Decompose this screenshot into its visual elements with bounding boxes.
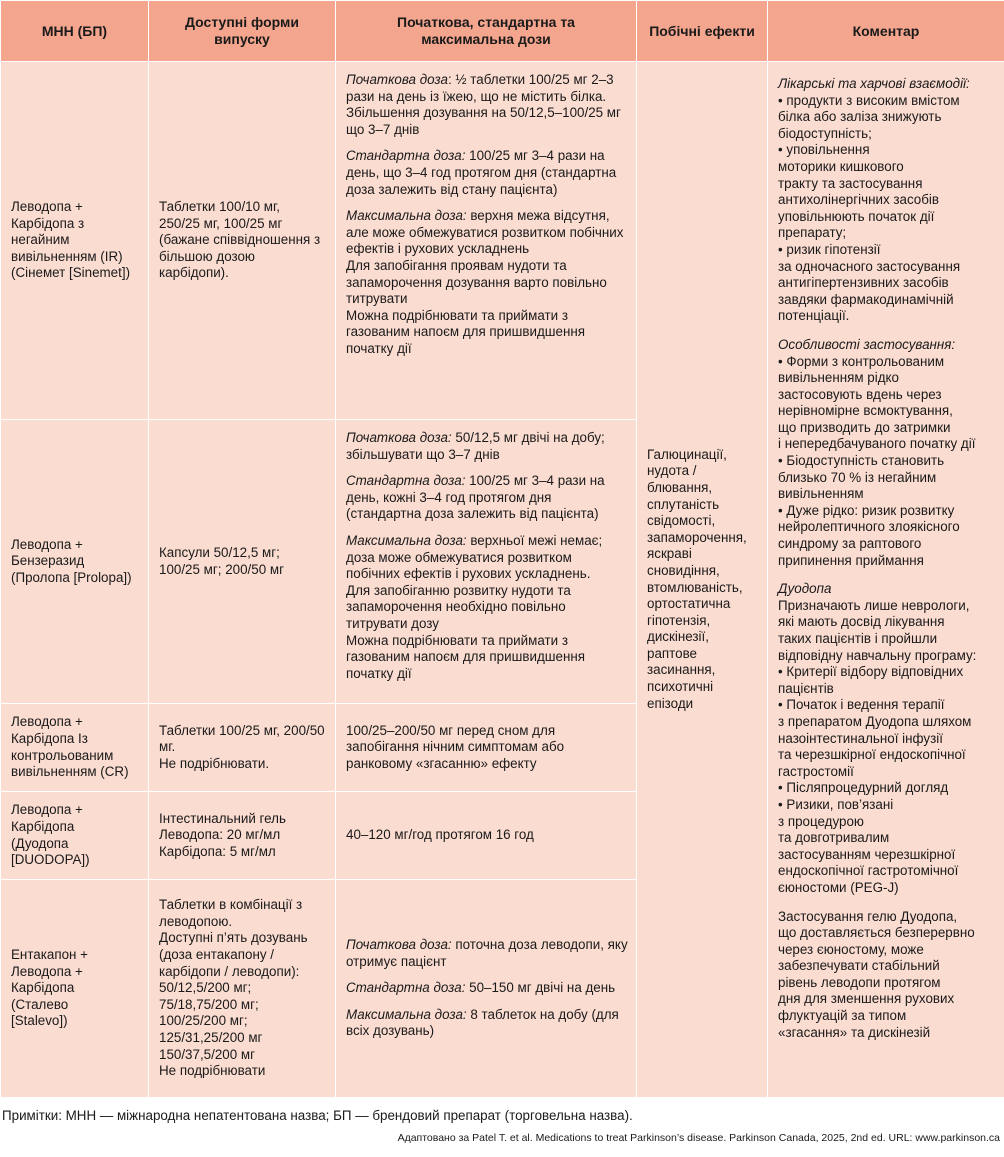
comment-line: флуктуацій за типом [778,1008,907,1024]
comment-line: забезпечувати стабільний [778,958,940,974]
comment-line: потенціації. [778,308,850,324]
comment-line: Особливості застосування: [778,336,956,352]
doses-cell [336,62,637,420]
comment-line: що доставляється безперервно [778,925,975,941]
doses-cell [336,792,637,880]
comment-line: • Біодоступність становить [778,453,945,469]
inn-cell: Леводопа + Карбідопа Із контрольованим вивільненням (CR) [1,704,149,792]
comment-line: застосовують вдень через [778,386,942,402]
dose-text: 40–120 мг/год протягом 16 год [346,827,534,843]
dose-standard: Стандартна доза: 50–150 мг двічі на день [346,980,616,996]
comment-line: гастростомії [778,763,854,779]
comment-line: Призначають лише неврологи, [778,597,970,613]
comment-line: дня для зменшення рухових [778,991,955,1007]
header-inn: МНН (БП) [1,1,149,62]
comment-line: білка або заліза знижують [778,109,942,125]
comment-line: • продукти з високим вмістом [778,92,960,108]
comment-line: завдяки фармакодинамічній [778,291,954,307]
comment-line: які мають досвід лікування [778,614,945,630]
comment-spacer [778,897,1000,909]
comment-line: • Ризики, пов’язані [778,796,894,812]
header-row [1,1,1004,62]
forms-cell: Інтестинальний гель Леводопа: 20 мг/мл Карбідопа: 5 мг/мл [149,792,336,880]
comment-line: за одночасного застосування [778,258,961,274]
comment-line: що призводить до затримки [778,419,951,435]
comment-line: Застосування гелю Дуодопа, [778,908,958,924]
dose-initial: Початкова доза: ½ таблетки 100/25 мг 2–3 рази на день із їжею, що не містить білка. Збільшення дозування на 50/12,5–100/25 мг що 3–7 днів [346,72,621,137]
comment-line: та черезшкірної ендоскопічної [778,747,966,763]
comment-line: єюностоми (PEG-J) [778,879,899,895]
comment-line: вивільненням [778,486,864,502]
forms-cell: Таблетки 100/10 мг, 250/25 мг, 100/25 мг (бажане співвідношення з більшою дозою карбідопи). [149,62,336,420]
comment-line: відповідну навчальну програму: [778,647,977,663]
dose-maximum: Максимальна доза: верхня межа відсутня, але може обмежуватися розвитком побічних ефектів і рухових ускладнень Для запобігання проявам нудоти та запаморочення дозування варто повільно титрувати Можна подрібнювати та приймати з газованим напоєм для пришвидшення початку дії [346,208,624,356]
comment-line: «згасання» та дискінезій [778,1024,931,1040]
inn-cell: Леводопа + Карбідопа з негайним вивільненням (IR) (Сінемет [Sinemet]) [1,62,149,420]
comment-line: нейролептичного злоякісного [778,519,960,535]
header-comment: Коментар [768,1,1004,62]
comment-line: близько 70 % із негайним [778,469,937,485]
header-doses: Початкова, стандартна та максимальна дози [336,1,637,62]
inn-cell: Леводопа + Карбідопа (Дуодопа [DUODOPA]) [1,792,149,880]
comment-line: • ризик гіпотензії [778,241,881,257]
header-side-effects: Побічні ефекти [637,1,768,62]
dose-standard: Стандартна доза: 100/25 мг 3–4 рази на день, що 3–4 год протягом дня (стандартна доза залежить від стану пацієнта) [346,148,617,197]
dose-standard: Стандартна доза: 100/25 мг 3–4 рази на день, кожні 3–4 год протягом дня (стандартна доза залежить від пацієнта) [346,473,605,522]
comment-line: і непередбачуваного початку дії [778,436,976,452]
comment-line: антихолінергічних засобів [778,192,939,208]
comment-line: припинення приймання [778,552,924,568]
doses-cell [336,420,637,704]
forms-cell: Таблетки в комбінації з леводопою. Доступні п’ять дозувань (доза ентакапону / карбідопи / леводопи): 50/12,5/200 мг; 75/18,75/200 мг; 100/25/200 мг; 125/31,25/200 мг 150/37,5/200 мг Не подрібнювати [149,880,336,1098]
comment-line: нерівномірне всмоктування, [778,403,953,419]
forms-cell: Таблетки 100/25 мг, 200/50 мг. Не подрібнювати. [149,704,336,792]
inn-cell: Ентакапон + Леводопа + Карбідопа (Сталево [Stalevo]) [1,880,149,1098]
comment-line: з процедурою [778,813,864,829]
comment-line: таких пацієнтів і пройшли [778,631,938,646]
comment-text [778,76,1000,1041]
doses-cell [336,880,637,1098]
comment-line: • Форми з контрольованим [778,353,945,369]
comment-line: • Критерії відбору відповідних [778,664,964,680]
comment-line: назоінтестинальної інфузії [778,730,943,746]
comment-line: антигіпертензивних засобів [778,275,949,291]
side-effects-cell: Галюцинації, нудота / блювання, сплутаність свідомості, запаморочення, яскраві сновидіння, втомлюваність, ортостатична гіпотензія, дискінезії, раптове засинання, психотичні епізоди [637,62,768,1098]
dose-maximum: Максимальна доза: 8 таблеток на добу (для всіх дозувань) [346,1006,619,1039]
comment-spacer [778,569,1000,581]
comment-line: застосуванням черезшкірної [778,846,956,862]
comment-line: моторики кишкового [778,158,904,174]
comment-line: Лікарські та харчові взаємодії: [778,76,970,91]
footnote: Примітки: МНН — міжнародна непатентована назва; БП — брендовий препарат (торговельна назва). [2,1108,633,1123]
inn-cell: Леводопа + Бензеразид (Пролопа [Prolopa]) [1,420,149,704]
comment-line: вивільненням рідко [778,370,899,386]
doses-cell [336,704,637,792]
dose-initial: Початкова доза: 50/12,5 мг двічі на добу; збільшувати що 3–7 днів [346,430,605,462]
comment-line: ендоскопічної гастротомічної [778,863,959,879]
comment-line: синдрому за раптового [778,536,922,552]
comment-line: з препаратом Дуодопа шляхом [778,713,972,729]
comment-line: біодоступність; [778,125,872,141]
comment-line: • Початок і ведення терапії [778,697,945,713]
dose-text: 100/25–200/50 мг перед сном для запобігання нічним симптомам або ранковому «згасанню» ефекту [346,722,565,771]
comment-line: та довготривалим [778,830,890,846]
comment-line: препарату; [778,225,847,241]
comment-line: через єюностому, може [778,941,924,957]
comment-cell [768,62,1004,1098]
forms-cell: Капсули 50/12,5 мг; 100/25 мг; 200/50 мг [149,420,336,704]
comment-line: уповільнюють початок дії [778,208,935,224]
source-citation: Адаптовано за Patel T. et al. Medications to treat Parkinson’s disease. Parkinson Canada, 2025, 2nd ed. URL: www.parkinson.ca [397,1132,1000,1144]
comment-line: Дуодопа [778,581,832,597]
dose-initial: Початкова доза: поточна доза леводопи, яку отримує пацієнт [346,937,628,969]
dose-maximum: Максимальна доза: верхньої межі немає; доза може обмежуватися розвитком побічних ефектів і рухових ускладнень. Для запобіганню розвитку нудоти та запаморочення необхідно повільно титрувати дозу Можна подрібнювати та приймати з газованим напоєм для пришвидшення початку дії [346,532,603,681]
comment-line: • Післяпроцедурний догляд [778,780,949,796]
comment-line: • Дуже рідко: ризик розвитку [778,502,955,518]
header-forms: Доступні форми випуску [149,1,336,62]
comment-line: пацієнтів [778,680,834,696]
table-row [1,62,1004,420]
comment-line: тракту та застосування [778,175,923,191]
comment-line: рівень леводопи протягом [778,974,941,990]
comment-spacer [778,325,1000,337]
comment-line: • уповільнення [778,142,870,158]
